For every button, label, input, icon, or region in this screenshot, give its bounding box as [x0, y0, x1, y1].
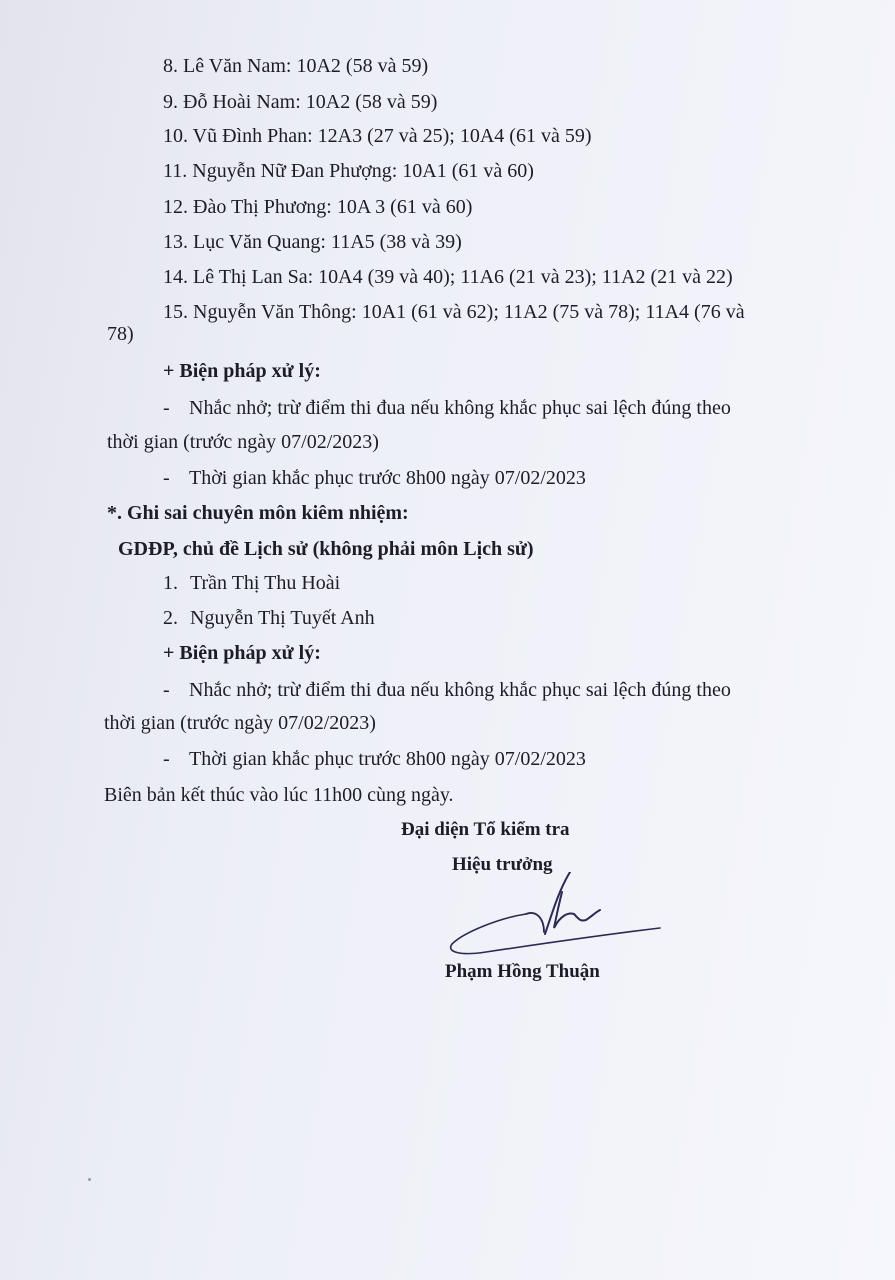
list-item: 12. Đào Thị Phương: 10A 3 (61 và 60)	[163, 196, 473, 218]
handwritten-signature	[440, 872, 670, 962]
measure-item	[163, 747, 586, 771]
section-subheading: GDĐP, chủ đề Lịch sử (không phải môn Lịch sử)	[118, 538, 534, 560]
list-item: 11. Nguyễn Nữ Đan Phượng: 10A1 (61 và 60)	[163, 160, 534, 182]
measure-text: Nhắc nhở; trừ điểm thi đua nếu không khắc phục sai lệch đúng theo	[189, 397, 731, 419]
list-item: 10. Vũ Đình Phan: 12A3 (27 và 25); 10A4 (61 và 59)	[163, 125, 592, 147]
section-heading: *. Ghi sai chuyên môn kiêm nhiệm:	[107, 502, 409, 524]
measures-heading: + Biện pháp xử lý:	[163, 360, 321, 382]
measure-item	[163, 466, 586, 490]
dash-bullet: -	[163, 748, 170, 770]
measure-item	[163, 678, 731, 702]
list-item: 15. Nguyễn Văn Thông: 10A1 (61 và 62); 11A2 (75 và 78); 11A4 (76 và	[163, 301, 745, 323]
paper-speck	[88, 1178, 91, 1181]
list-item: 14. Lê Thị Lan Sa: 10A4 (39 và 40); 11A6 (21 và 23); 11A2 (21 và 22)	[163, 266, 733, 288]
list-item	[163, 571, 340, 595]
list-item: 8. Lê Văn Nam: 10A2 (58 và 59)	[163, 55, 429, 77]
measures-heading: + Biện pháp xử lý:	[163, 642, 321, 664]
measure-item	[163, 396, 731, 420]
measure-item-wrap: thời gian (trước ngày 07/02/2023)	[107, 431, 379, 453]
closing-text: Biên bản kết thúc vào lúc 11h00 cùng ngày.	[104, 784, 454, 806]
list-item-wrap: 78)	[107, 323, 134, 345]
list-number: 1.	[163, 572, 178, 594]
signer-role: Hiệu trưởng	[452, 854, 553, 875]
list-item	[163, 606, 375, 630]
dash-bullet: -	[163, 397, 170, 419]
list-name: Trần Thị Thu Hoài	[190, 572, 341, 594]
list-item: 9. Đỗ Hoài Nam: 10A2 (58 và 59)	[163, 91, 438, 113]
measure-text: Thời gian khắc phục trước 8h00 ngày 07/02/2023	[189, 467, 586, 489]
measure-text: Nhắc nhở; trừ điểm thi đua nếu không khắc phục sai lệch đúng theo	[189, 679, 731, 701]
measure-item-wrap: thời gian (trước ngày 07/02/2023)	[104, 712, 376, 734]
list-name: Nguyễn Thị Tuyết Anh	[190, 607, 375, 629]
list-number: 2.	[163, 607, 178, 629]
signing-organization: Đại diện Tổ kiểm tra	[401, 819, 570, 840]
measure-text: Thời gian khắc phục trước 8h00 ngày 07/02/2023	[189, 748, 586, 770]
signer-name: Phạm Hồng Thuận	[445, 961, 600, 982]
dash-bullet: -	[163, 679, 170, 701]
list-item: 13. Lục Văn Quang: 11A5 (38 và 39)	[163, 231, 462, 253]
dash-bullet: -	[163, 467, 170, 489]
